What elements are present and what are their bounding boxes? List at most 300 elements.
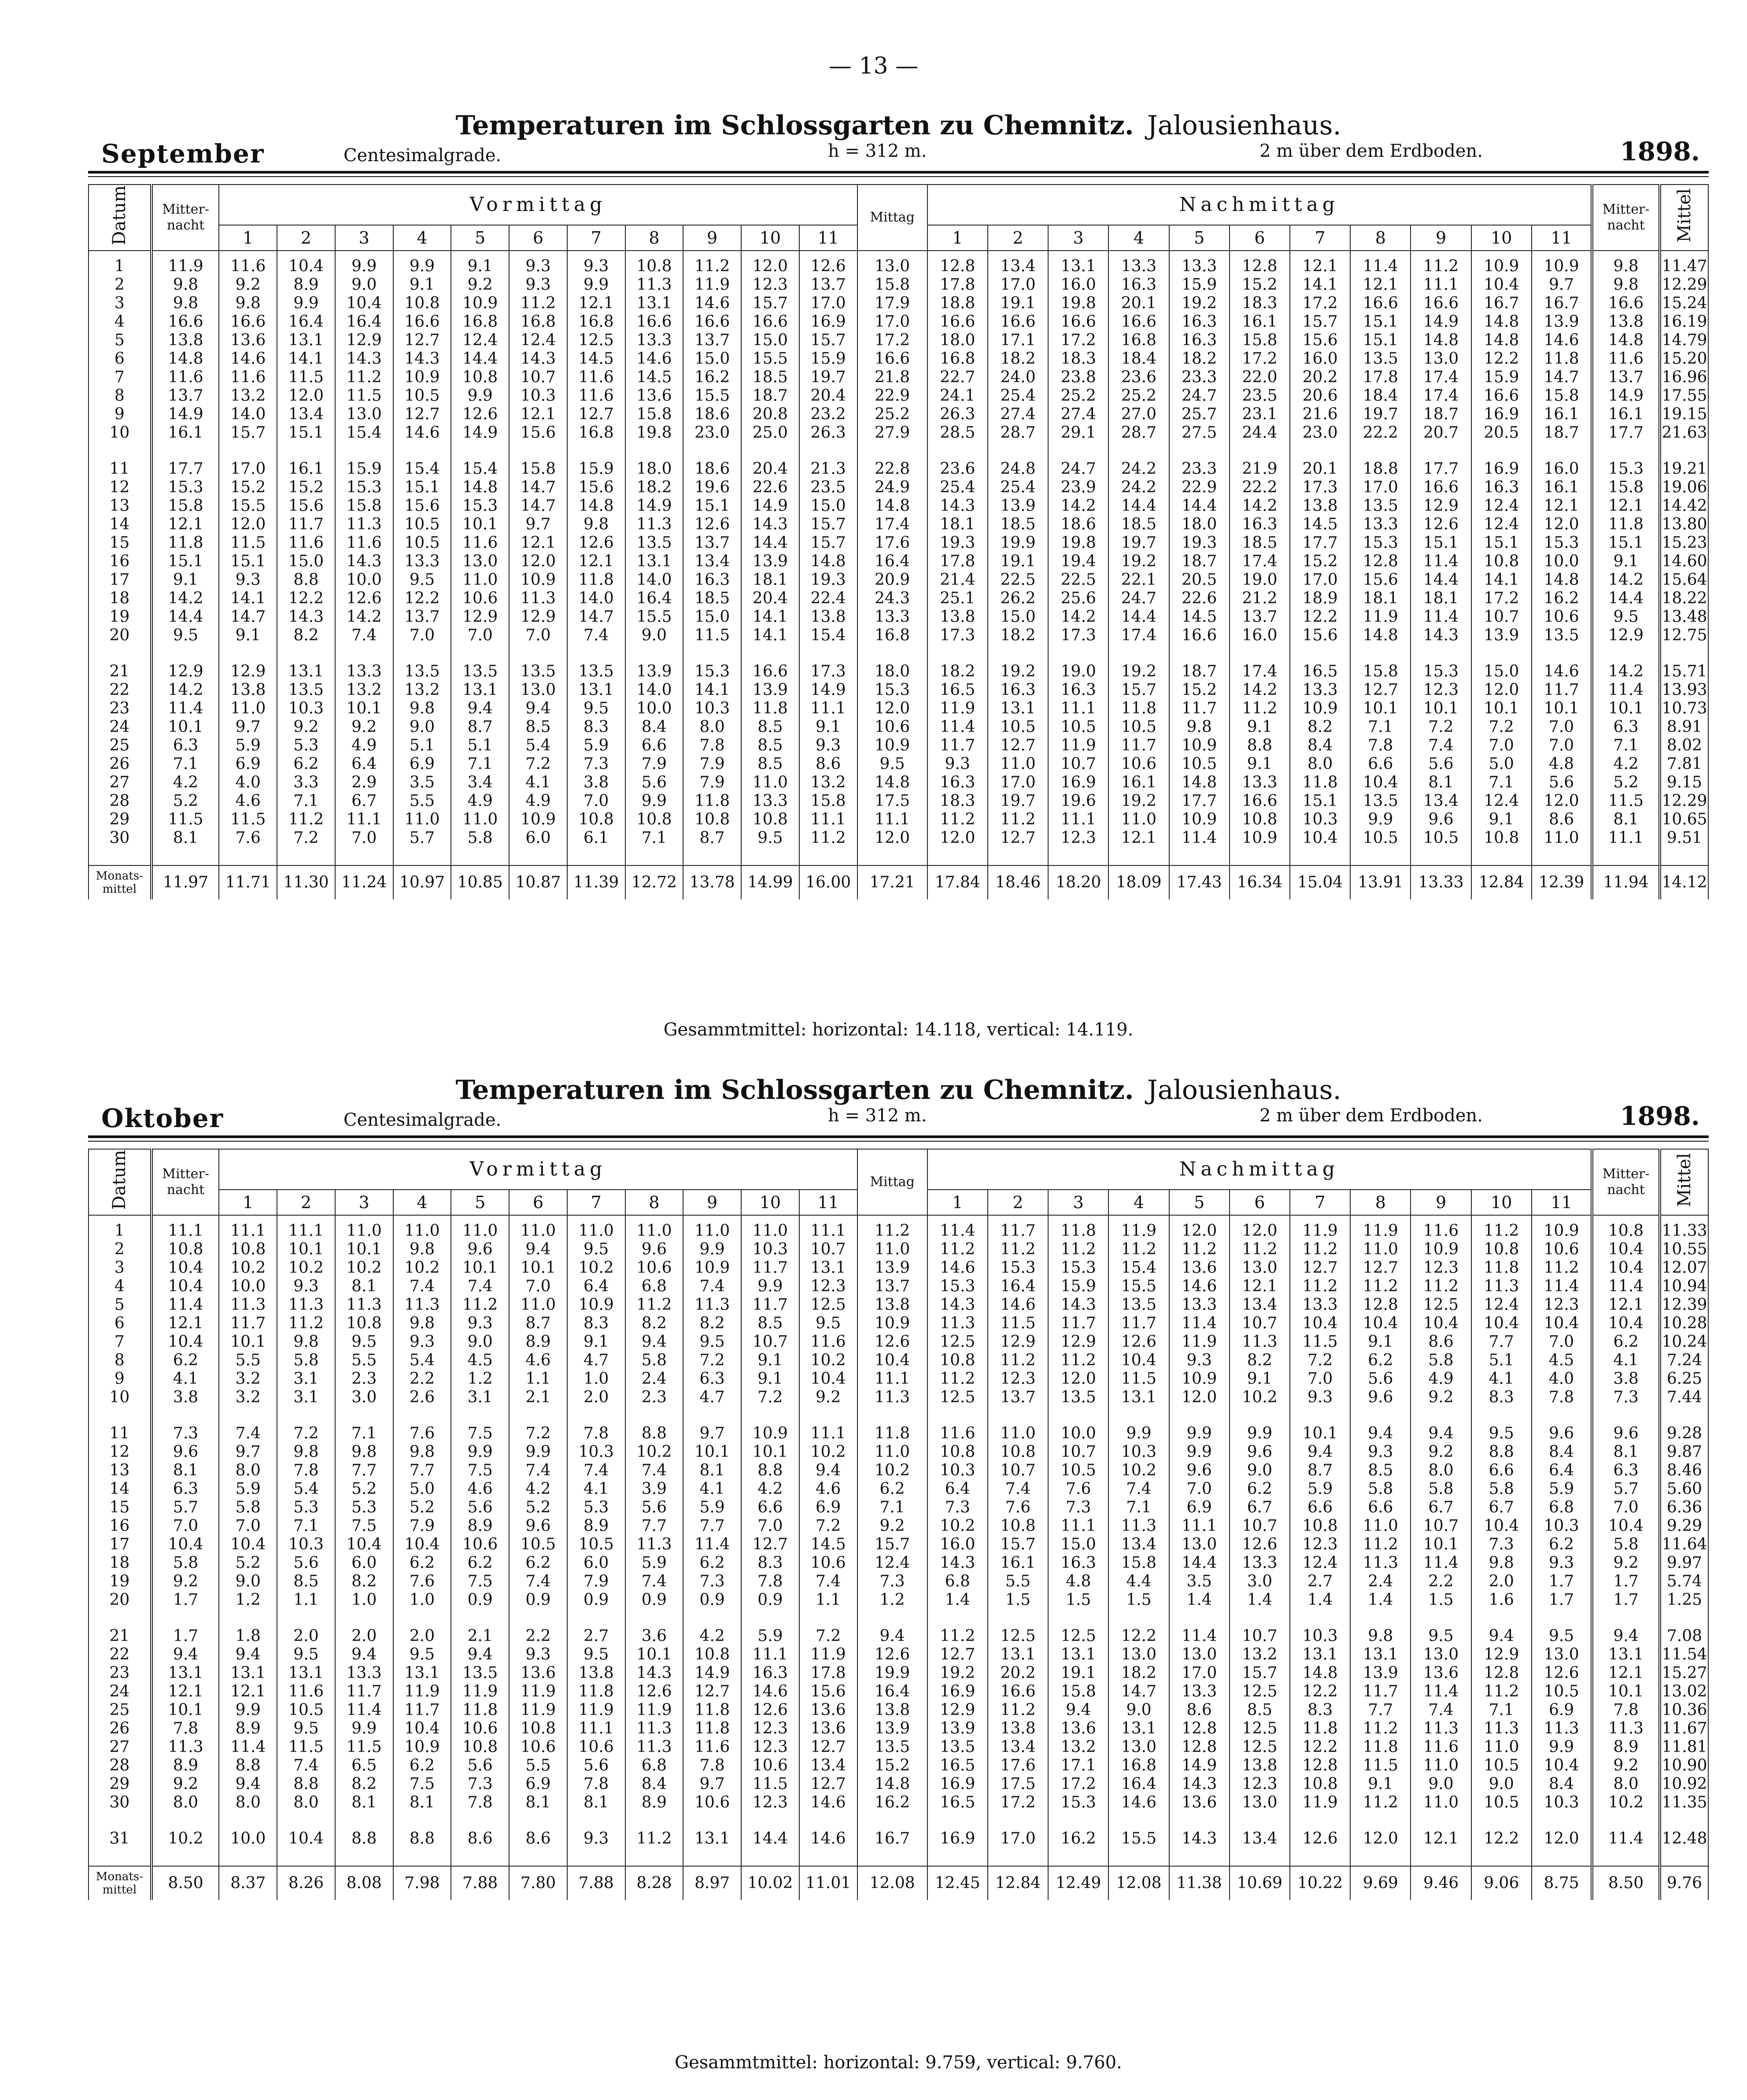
table-cell: 14.3	[335, 552, 393, 571]
table-cell: 6.7	[1411, 1498, 1471, 1517]
monatsmittel-cell: 10.97	[393, 865, 451, 899]
table-cell: 22.6	[1169, 589, 1230, 608]
table-row	[89, 1719, 1708, 1738]
table-cell: 10.1	[1290, 1424, 1350, 1443]
table-cell: 15.7	[857, 1535, 927, 1554]
table-cell: 9.4	[335, 1645, 393, 1664]
table-cell: 8.8	[277, 1775, 335, 1793]
table-cell: 6.4	[927, 1480, 988, 1498]
table-cell: 17.7	[1411, 460, 1471, 478]
table-cell: 11.3	[335, 1296, 393, 1314]
table-cell: 11.0	[393, 810, 451, 829]
table-cell: 11.33	[1660, 1215, 1708, 1240]
table-cell: 8.9	[567, 1517, 625, 1535]
table-cell: 8.9	[1592, 1738, 1660, 1756]
table-cell: 9.8	[393, 1314, 451, 1333]
table-cell: 10.9	[1290, 699, 1350, 718]
table-cell: 16.8	[509, 313, 567, 331]
table-cell: 2.2	[1411, 1572, 1471, 1591]
table-cell: 13.2	[1048, 1738, 1108, 1756]
table-cell: 7.2	[1471, 718, 1532, 736]
monatsmittel-row	[89, 865, 1708, 899]
header-rule	[88, 171, 1709, 174]
table-cell: 29	[89, 1775, 151, 1793]
table-cell: 10.9	[1169, 736, 1230, 755]
table-cell: 24.7	[1108, 589, 1169, 608]
table-cell: 11.7	[1169, 699, 1230, 718]
table-cell: 9.8	[277, 1333, 335, 1351]
table-cell: 25	[89, 736, 151, 755]
table-cell: 5.8	[1471, 1480, 1532, 1498]
table-cell: 20.4	[799, 387, 857, 405]
table-cell: 1.1	[509, 1370, 567, 1388]
height-label: h = 312 m.	[828, 1105, 927, 1126]
table-cell: 12.4	[1290, 1554, 1350, 1572]
table-cell: 9.1	[451, 251, 509, 276]
table-cell: 9.9	[451, 1443, 509, 1461]
table-cell: 15.1	[1350, 313, 1411, 331]
table-cell: 13.4	[799, 1756, 857, 1775]
monatsmittel-cell: 12.49	[1048, 1866, 1108, 1900]
table-cell: 25.6	[1048, 589, 1108, 608]
table-cell: 23.1	[1230, 405, 1290, 424]
table-cell: 5.0	[393, 1480, 451, 1498]
table-cell: 7.44	[1660, 1388, 1708, 1407]
table-cell: 11.6	[219, 368, 277, 387]
table-cell: 8.2	[1230, 1351, 1290, 1370]
table-cell: 6.9	[799, 1498, 857, 1517]
table-cell: 6.0	[335, 1554, 393, 1572]
table-cell: 5.7	[393, 829, 451, 847]
monatsmittel-cell: 13.78	[683, 865, 741, 899]
table-cell: 11.2	[1350, 1719, 1411, 1738]
table-cell: 7.0	[335, 829, 393, 847]
table-cell: 14.5	[567, 350, 625, 368]
table-cell: 12.7	[988, 829, 1048, 847]
table-cell: 12.0	[1230, 1215, 1290, 1240]
table-cell: 11.4	[1350, 251, 1411, 276]
table-cell: 10.8	[927, 1443, 988, 1461]
table-cell: 1.7	[151, 1591, 219, 1609]
table-cell: 10.5	[277, 1701, 335, 1719]
table-cell: 11.9	[1108, 1215, 1169, 1240]
table-cell: 9.0	[451, 1333, 509, 1351]
table-cell: 12.2	[1471, 1830, 1532, 1848]
table-cell: 5.6	[1411, 755, 1471, 773]
monatsmittel-cell: 10.02	[741, 1866, 799, 1900]
table-cell: 9.2	[451, 276, 509, 294]
table-cell: 11.2	[1350, 1535, 1411, 1554]
table-cell: 10.6	[625, 1259, 683, 1277]
table-cell: 12.7	[927, 1645, 988, 1664]
table-row	[89, 1370, 1708, 1388]
table-cell: 8.4	[1532, 1775, 1592, 1793]
table-cell: 28	[89, 1756, 151, 1775]
table-cell: 18.3	[927, 792, 988, 810]
table-cell: 9.1	[151, 571, 219, 589]
table-cell: 12.0	[1048, 1370, 1108, 1388]
table-cell: 11.1	[567, 1719, 625, 1738]
table-cell: 6.6	[625, 736, 683, 755]
table-cell: 6.6	[1471, 1461, 1532, 1480]
monatsmittel-cell: 9.06	[1471, 1866, 1532, 1900]
table-cell: 15.5	[683, 387, 741, 405]
table-cell: 18	[89, 589, 151, 608]
table-cell: 13.80	[1660, 515, 1708, 534]
table-cell: 23.6	[927, 460, 988, 478]
table-cell: 2.2	[393, 1370, 451, 1388]
table-cell: 10.8	[988, 1443, 1048, 1461]
table-cell: 13.02	[1660, 1682, 1708, 1701]
table-cell: 31	[89, 1830, 151, 1848]
table-cell: 11.8	[451, 1701, 509, 1719]
table-cell: 10.8	[625, 251, 683, 276]
table-cell: 14.3	[927, 497, 988, 515]
pm-hour-6: 6	[1230, 1190, 1290, 1215]
table-cell: 13.1	[988, 1645, 1048, 1664]
table-cell: 12.1	[219, 1682, 277, 1701]
table-cell: 5.2	[335, 1480, 393, 1498]
table-cell: 19.2	[1108, 552, 1169, 571]
table-cell: 6.9	[1169, 1498, 1230, 1517]
table-cell: 13.2	[335, 681, 393, 699]
table-cell: 16.3	[1471, 478, 1532, 497]
am-hour-5: 5	[451, 225, 509, 251]
table-cell: 18.3	[1230, 294, 1290, 313]
table-cell: 18.1	[1350, 589, 1411, 608]
monatsmittel-cell: 16.00	[799, 865, 857, 899]
monatsmittel-cell: 11.71	[219, 865, 277, 899]
table-cell: 13.1	[1290, 1645, 1350, 1664]
table-cell: 5.9	[219, 1480, 277, 1498]
table-cell: 9.2	[151, 1572, 219, 1591]
pm-hour-4: 4	[1108, 1190, 1169, 1215]
table-cell: 7.8	[1592, 1701, 1660, 1719]
table-cell: 9.9	[625, 792, 683, 810]
table-cell: 13.1	[567, 681, 625, 699]
table-cell: 25.4	[988, 387, 1048, 405]
table-cell: 18.5	[988, 515, 1048, 534]
table-cell: 13.1	[277, 1664, 335, 1682]
table-cell: 14.6	[741, 1682, 799, 1701]
table-cell: 7.0	[567, 792, 625, 810]
table-cell: 7.6	[393, 1424, 451, 1443]
table-cell: 1.4	[1230, 1591, 1290, 1609]
table-cell: 16.6	[1592, 294, 1660, 313]
table-cell: 6.9	[393, 755, 451, 773]
table-cell: 17.2	[857, 331, 927, 350]
table-cell: 14.6	[1532, 331, 1592, 350]
table-cell: 11.64	[1660, 1535, 1708, 1554]
table-cell: 9.7	[509, 515, 567, 534]
table-cell: 13.3	[335, 1664, 393, 1682]
table-cell: 3.2	[219, 1388, 277, 1407]
table-cell: 7.6	[988, 1498, 1048, 1517]
pm-hour-5: 5	[1169, 1190, 1230, 1215]
table-cell: 10.1	[1592, 699, 1660, 718]
table-cell: 10.9	[1471, 251, 1532, 276]
table-cell: 17.5	[857, 792, 927, 810]
group-nachmittag: Nachmittag	[927, 1149, 1592, 1190]
table-cell: 5.8	[625, 1351, 683, 1370]
table-cell: 13.0	[509, 681, 567, 699]
table-cell: 6.6	[1350, 1498, 1411, 1517]
table-cell: 3.4	[451, 773, 509, 792]
table-cell: 10.9	[393, 368, 451, 387]
row-separator	[89, 1407, 1708, 1424]
am-hour-4: 4	[393, 1190, 451, 1215]
table-cell: 15.6	[1350, 571, 1411, 589]
table-cell: 9.2	[151, 1775, 219, 1793]
monatsmittel-cell: 12.08	[857, 1866, 927, 1900]
table-cell: 12.6	[799, 251, 857, 276]
table-cell: 13.2	[393, 681, 451, 699]
table-cell: 18.7	[1169, 662, 1230, 681]
table-cell: 12.6	[567, 534, 625, 552]
table-cell: 11.5	[1108, 1370, 1169, 1388]
table-cell: 16.8	[567, 424, 625, 442]
table-cell: 8.9	[509, 1333, 567, 1351]
table-cell: 9.5	[567, 1645, 625, 1664]
table-cell: 13.2	[799, 773, 857, 792]
table-cell: 15.71	[1660, 662, 1708, 681]
table-cell: 17.9	[857, 294, 927, 313]
table-cell: 7.4	[509, 1572, 567, 1591]
table-cell: 2.0	[393, 1627, 451, 1645]
table-cell: 6	[89, 350, 151, 368]
table-cell: 5.9	[1532, 1480, 1592, 1498]
monatsmittel-cell: 18.09	[1108, 865, 1169, 899]
table-cell: 26.2	[988, 589, 1048, 608]
table-cell: 11.67	[1660, 1719, 1708, 1738]
table-cell: 15.1	[1350, 331, 1411, 350]
monatsmittel-cell: 12.72	[625, 865, 683, 899]
table-cell: 13.1	[393, 1664, 451, 1682]
table-cell: 9.0	[219, 1572, 277, 1591]
table-cell: 7.1	[1350, 718, 1411, 736]
table-cell: 12.1	[1592, 497, 1660, 515]
table-cell: 4.2	[1592, 755, 1660, 773]
table-cell: 9.0	[1230, 1461, 1290, 1480]
table-cell: 10.2	[335, 1259, 393, 1277]
table-cell: 11.0	[1532, 829, 1592, 847]
table-cell: 12.1	[151, 515, 219, 534]
table-cell: 12.6	[335, 589, 393, 608]
table-cell: 9.4	[509, 699, 567, 718]
table-cell: 14.0	[625, 681, 683, 699]
table-cell: 10.3	[277, 699, 335, 718]
table-cell: 11.3	[927, 1314, 988, 1333]
table-cell: 5.3	[277, 736, 335, 755]
table-cell: 12.3	[1411, 1259, 1471, 1277]
table-cell: 11.0	[219, 699, 277, 718]
table-cell: 15.8	[857, 276, 927, 294]
table-cell: 19	[89, 608, 151, 626]
table-cell: 11.1	[799, 1215, 857, 1240]
table-cell: 4.0	[219, 773, 277, 792]
table-cell: 7.4	[451, 1277, 509, 1296]
table-cell: 5.1	[393, 736, 451, 755]
table-cell: 9.4	[1350, 1424, 1411, 1443]
table-cell: 9.4	[509, 1240, 567, 1259]
table-cell: 12.5	[567, 331, 625, 350]
table-cell: 10.4	[393, 1535, 451, 1554]
table-cell: 11.8	[1532, 350, 1592, 368]
table-cell: 16.1	[1532, 478, 1592, 497]
table-cell: 16	[89, 552, 151, 571]
table-cell: 7.0	[1532, 736, 1592, 755]
table-cell: 12.6	[1411, 515, 1471, 534]
table-cell: 10.4	[1471, 276, 1532, 294]
table-cell: 15.9	[1048, 1277, 1108, 1296]
table-cell: 11.8	[1290, 773, 1350, 792]
table-cell: 10.8	[335, 1314, 393, 1333]
table-cell: 7.7	[335, 1461, 393, 1480]
table-cell: 16.8	[1108, 1756, 1169, 1775]
table-cell: 12.0	[1350, 1830, 1411, 1848]
table-cell: 14.60	[1660, 552, 1708, 571]
table-cell: 12.0	[509, 552, 567, 571]
table-row	[89, 1645, 1708, 1664]
table-cell: 1.2	[857, 1591, 927, 1609]
monatsmittel-cell: 17.21	[857, 865, 927, 899]
table-cell: 12.1	[509, 405, 567, 424]
table-cell: 2.0	[567, 1388, 625, 1407]
table-cell: 8	[89, 1351, 151, 1370]
col-datum	[89, 185, 151, 251]
table-cell: 11.47	[1660, 251, 1708, 276]
table-cell: 9.8	[393, 699, 451, 718]
table-cell: 10.6	[451, 1719, 509, 1738]
table-cell: 6.3	[151, 1480, 219, 1498]
table-cell: 9.5	[1411, 1627, 1471, 1645]
pm-hour-9: 9	[1411, 1190, 1471, 1215]
table-cell: 12.3	[799, 1277, 857, 1296]
pm-hour-1: 1	[927, 1190, 988, 1215]
pm-hour-11: 11	[1532, 1190, 1592, 1215]
table-cell: 11.8	[1048, 1215, 1108, 1240]
table-cell: 1.4	[927, 1591, 988, 1609]
table-cell: 10.6	[1108, 755, 1169, 773]
table-cell: 13.9	[741, 552, 799, 571]
table-cell: 12.75	[1660, 626, 1708, 645]
table-cell: 9.5	[799, 1314, 857, 1333]
table-cell: 11.8	[151, 534, 219, 552]
table-cell: 11.2	[335, 368, 393, 387]
table-cell: 11.1	[219, 1215, 277, 1240]
table-cell: 12.0	[1532, 792, 1592, 810]
monatsmittel-cell: 7.80	[509, 1866, 567, 1900]
table-cell: 9.3	[219, 571, 277, 589]
title-text: Temperaturen im Schlossgarten zu Chemnitz.	[455, 110, 1134, 141]
table-cell: 13.9	[857, 1719, 927, 1738]
table-cell: 13.1	[988, 699, 1048, 718]
table-cell: 13.9	[1532, 313, 1592, 331]
table-cell: 4.9	[509, 792, 567, 810]
table-cell: 13.3	[625, 331, 683, 350]
table-cell: 15.8	[1350, 662, 1411, 681]
table-cell: 6	[89, 1314, 151, 1333]
table-cell: 19.0	[1048, 662, 1108, 681]
table-cell: 13.9	[741, 681, 799, 699]
table-cell: 10.5	[1108, 718, 1169, 736]
table-cell: 14.9	[1592, 387, 1660, 405]
monatsmittel-cell: 8.50	[1592, 1866, 1660, 1900]
table-cell: 14.8	[151, 350, 219, 368]
table-cell: 11.0	[1411, 1756, 1471, 1775]
table-cell: 12.0	[277, 387, 335, 405]
table-cell: 14.2	[151, 681, 219, 699]
monatsmittel-cell: 8.97	[683, 1866, 741, 1900]
table-cell: 14.8	[1169, 773, 1230, 792]
table-cell: 23.3	[1169, 460, 1230, 478]
table-cell: 10.5	[1532, 1682, 1592, 1701]
table-cell: 8.0	[1290, 755, 1350, 773]
table-cell: 10.4	[393, 1719, 451, 1738]
table-cell: 13.6	[1169, 1259, 1230, 1277]
table-cell: 2	[89, 276, 151, 294]
table-cell: 10.9	[1230, 829, 1290, 847]
table-cell: 13	[89, 1461, 151, 1480]
table-cell: 14.3	[335, 350, 393, 368]
table-cell: 7.0	[741, 1517, 799, 1535]
table-cell: 9.3	[1290, 1388, 1350, 1407]
table-cell: 19.3	[1169, 534, 1230, 552]
table-cell: 14.1	[1290, 276, 1350, 294]
table-cell: 9.3	[927, 755, 988, 773]
table-cell: 10.0	[1048, 1424, 1108, 1443]
group-vormittag: Vormittag	[219, 185, 857, 225]
table-cell: 27.4	[1048, 405, 1108, 424]
table-cell: 5.6	[1350, 1370, 1411, 1388]
table-cell: 9.4	[451, 699, 509, 718]
table-cell: 5.5	[509, 1756, 567, 1775]
table-cell: 10.9	[741, 1424, 799, 1443]
table-cell: 12.4	[1471, 792, 1532, 810]
table-cell: 12.3	[741, 1719, 799, 1738]
table-cell: 21	[89, 1627, 151, 1645]
table-cell: 4.1	[509, 773, 567, 792]
table-cell: 13.1	[1108, 1388, 1169, 1407]
table-cell: 23.3	[1169, 368, 1230, 387]
table-cell: 14.4	[1108, 608, 1169, 626]
table-cell: 12.1	[151, 1682, 219, 1701]
table-cell: 12.9	[988, 1333, 1048, 1351]
monatsmittel-cell: 11.24	[335, 865, 393, 899]
table-cell: 11.4	[1411, 1682, 1471, 1701]
pm-hour-3: 3	[1048, 225, 1108, 251]
table-cell: 15.7	[988, 1535, 1048, 1554]
table-cell: 10.1	[335, 1240, 393, 1259]
table-cell: 9.2	[857, 1517, 927, 1535]
table-cell: 24.2	[1108, 460, 1169, 478]
table-cell: 26.3	[927, 405, 988, 424]
table-cell: 6.8	[927, 1572, 988, 1591]
table-cell: 11.2	[1350, 1277, 1411, 1296]
am-hour-3: 3	[335, 1190, 393, 1215]
table-cell: 20	[89, 1591, 151, 1609]
table-cell: 7.8	[567, 1424, 625, 1443]
table-cell: 5.1	[1471, 1351, 1532, 1370]
gesamtmittel: Gesammtmittel: horizontal: 14.118, vertical: 14.119.	[663, 1020, 1134, 1040]
am-hour-11: 11	[799, 1190, 857, 1215]
table-cell: 9.9	[683, 1240, 741, 1259]
table-cell: 15.6	[393, 497, 451, 515]
table-cell: 12.6	[1108, 1333, 1169, 1351]
table-cell: 14.6	[799, 1793, 857, 1812]
table-cell: 13.6	[625, 387, 683, 405]
table-cell: 7.0	[1532, 1333, 1592, 1351]
